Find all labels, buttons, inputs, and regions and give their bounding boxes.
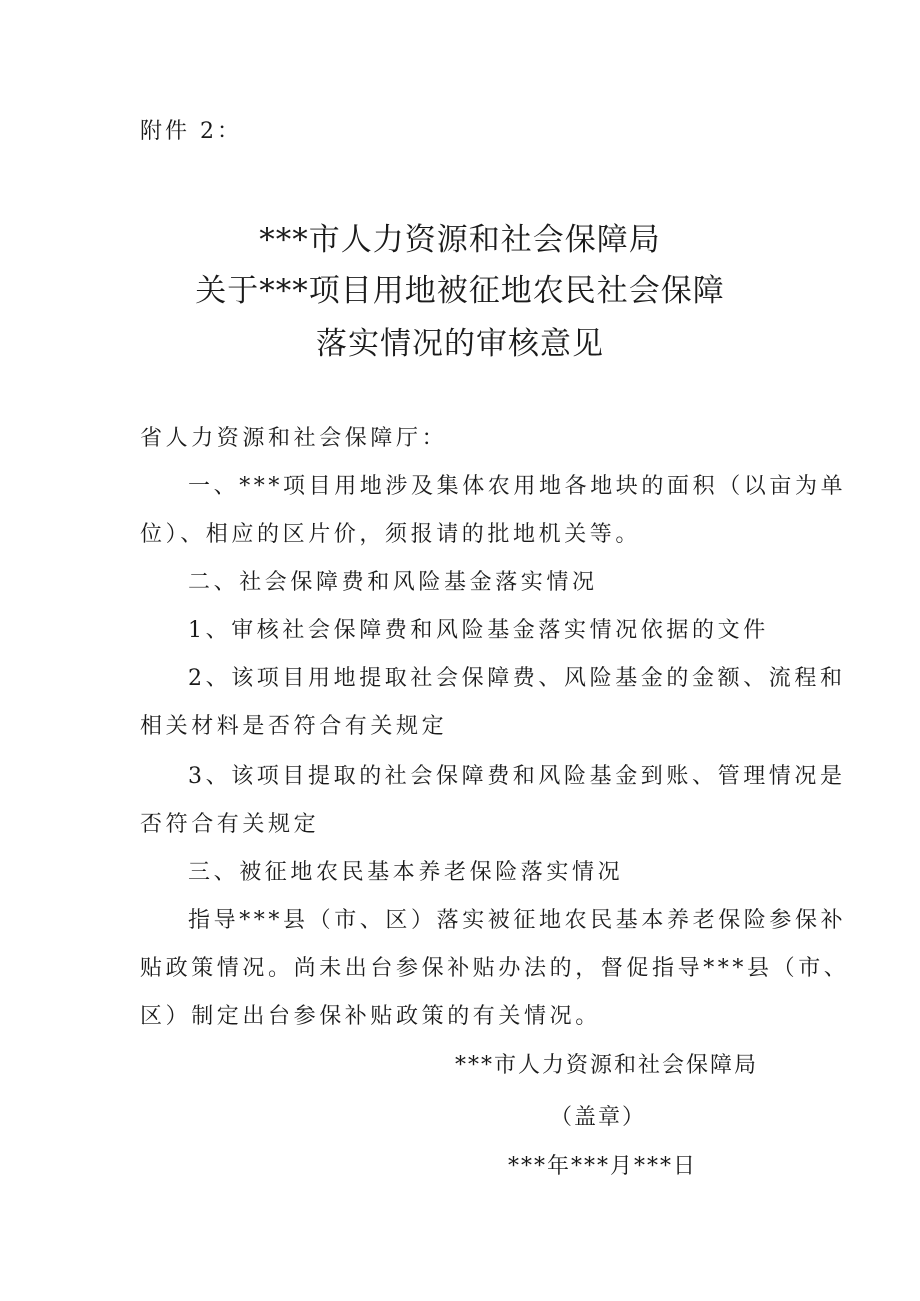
signature-issuer: ***市人力资源和社会保障局 [455, 1053, 759, 1078]
body-line: 区）制定出台参保补贴政策的有关情况。 [140, 1004, 601, 1029]
title-line-1: ***市人力资源和社会保障局 [259, 222, 661, 258]
body-line: 否符合有关规定 [140, 812, 320, 837]
body-line: 1、审核社会保障费和风险基金落实情况依据的文件 [188, 618, 769, 643]
body-line: 指导***县（市、区）落实被征地农民基本养老保险参保补 [188, 908, 847, 933]
attachment-label: 附件 2： [140, 119, 242, 144]
body-line: 贴政策情况。尚未出台参保补贴办法的，督促指导***县（市、 [140, 956, 850, 981]
section-heading: 二、社会保障费和风险基金落实情况 [188, 570, 598, 595]
title-line-3: 落实情况的审核意见 [316, 326, 604, 362]
signature-date: ***年***月***日 [508, 1154, 698, 1179]
title-line-2: 关于***项目用地被征地农民社会保障 [195, 273, 725, 309]
body-line: 相关材料是否符合有关规定 [140, 714, 448, 739]
body-line: 2、该项目用地提取社会保障费、风险基金的金额、流程和 [188, 666, 846, 691]
body-line: 位）、相应的区片价，须报请的批地机关等。 [140, 522, 642, 547]
section-heading: 三、被征地农民基本养老保险落实情况 [188, 860, 624, 885]
body-line: 一、***项目用地涉及集体农用地各地块的面积（以亩为单 [188, 474, 847, 499]
signature-seal: （盖章） [550, 1105, 647, 1130]
body-line: 3、该项目提取的社会保障费和风险基金到账、管理情况是 [188, 764, 846, 789]
salutation: 省人力资源和社会保障厅： [140, 426, 448, 451]
